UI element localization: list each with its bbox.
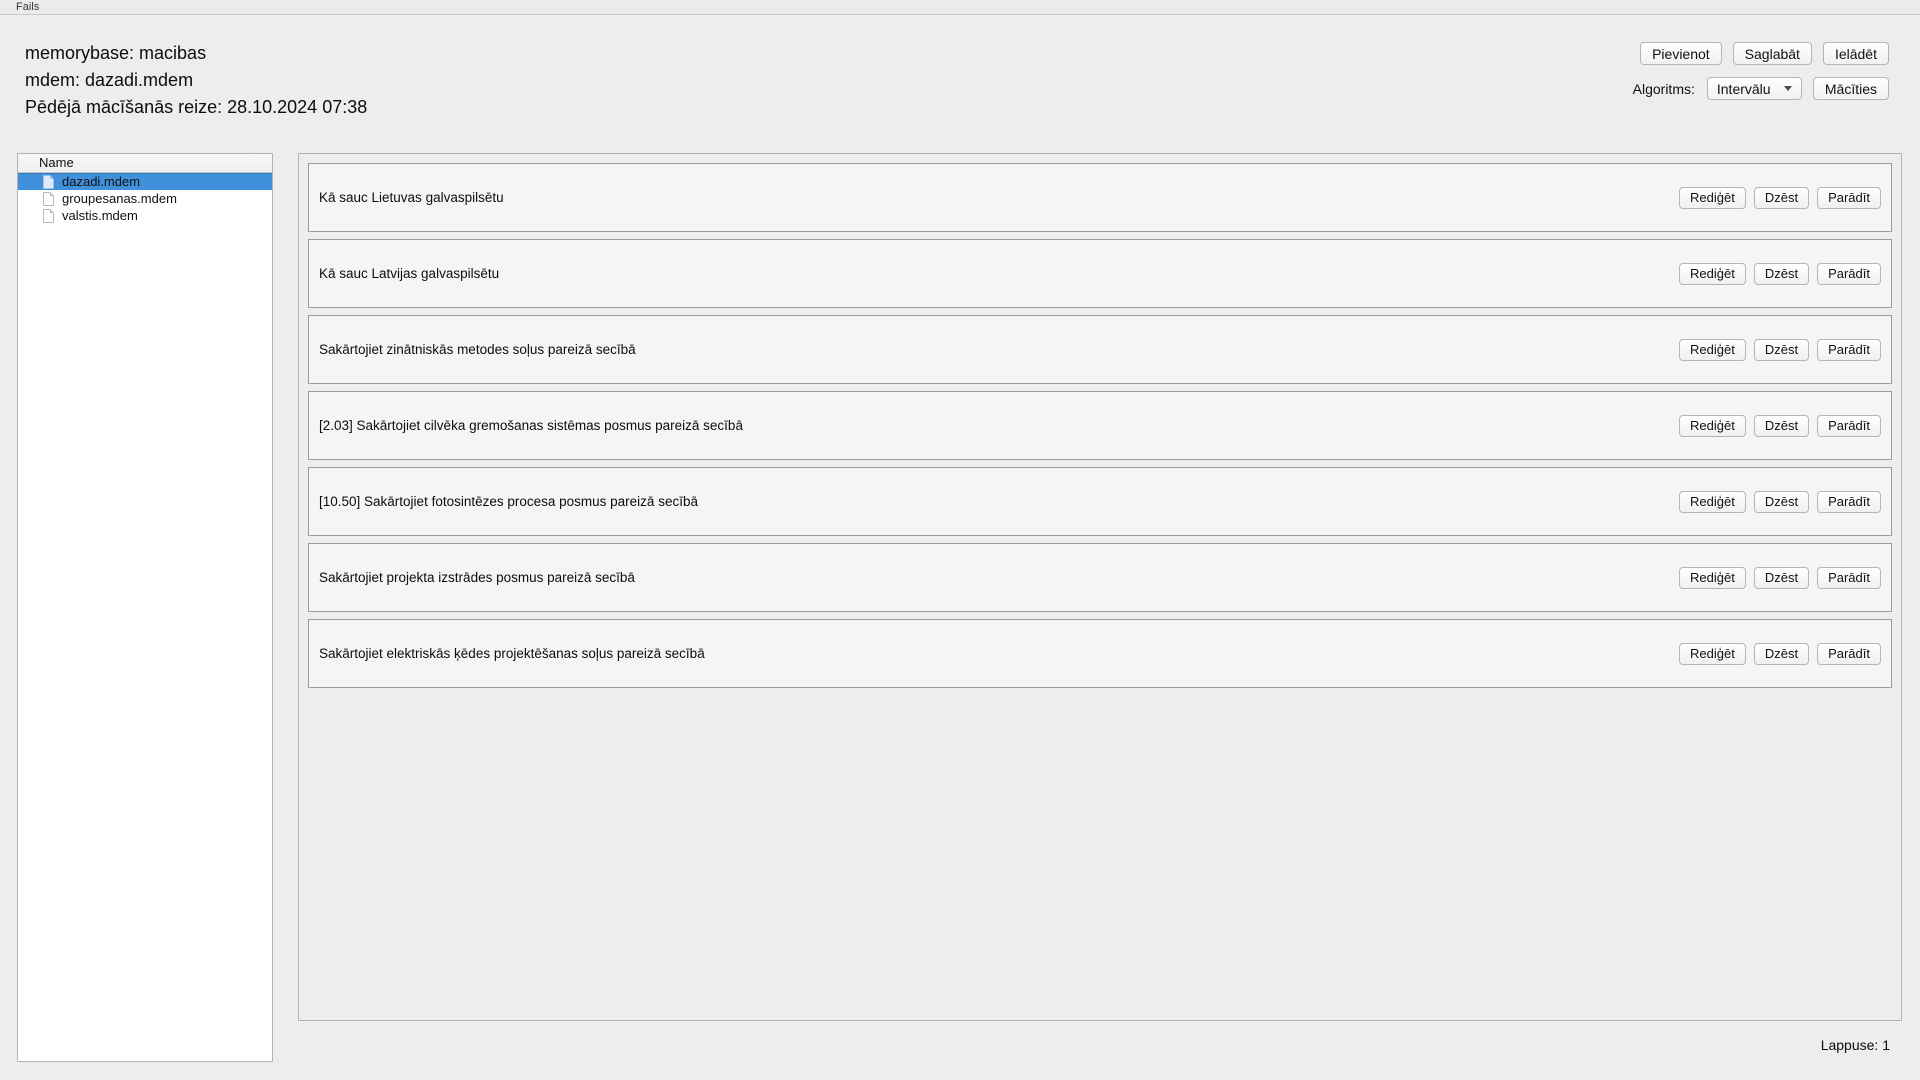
edit-button[interactable]: Rediģēt [1679,415,1746,437]
algorithm-select[interactable] [1707,77,1802,100]
menu-bar [0,0,1920,15]
question-text: [10.50] Sakārtojiet fotosintēzes procesa posmus pareizā secībā [319,494,698,509]
add-button[interactable]: Pievienot [1640,42,1722,65]
edit-button[interactable]: Rediģēt [1679,491,1746,513]
question-text: Sakārtojiet elektriskās ķēdes projektēšanas soļus pareizā secībā [319,646,705,661]
edit-button[interactable]: Rediģēt [1679,339,1746,361]
last-learning-label: Pēdējā mācīšanās reize: 28.10.2024 07:38 [25,97,368,117]
toolbar-row-actions [1640,42,1889,65]
algorithm-label: Algoritms: [1632,80,1695,97]
delete-button[interactable]: Dzēst [1754,339,1809,361]
question-card [308,163,1892,232]
header-info [25,40,367,121]
file-list-item[interactable] [18,173,272,190]
delete-button[interactable]: Dzēst [1754,567,1809,589]
delete-button[interactable]: Dzēst [1754,415,1809,437]
question-card [308,543,1892,612]
document-icon [43,209,54,223]
algorithm-selected-value: Intervālu [1716,80,1771,97]
question-text: Sakārtojiet projekta izstrādes posmus pareizā secībā [319,570,635,585]
show-button[interactable]: Parādīt [1817,567,1881,589]
toolbar-row-algorithm [1633,77,1889,100]
question-card [308,239,1892,308]
page-indicator: Lappuse: 1 [1820,1037,1890,1053]
file-name-label: valstis.mdem [62,208,138,223]
edit-button[interactable]: Rediģēt [1679,643,1746,665]
question-card-actions [1679,567,1881,589]
edit-button[interactable]: Rediģēt [1679,263,1746,285]
memorybase-label: memorybase: macibas [25,43,207,63]
question-card-actions [1679,339,1881,361]
show-button[interactable]: Parādīt [1817,263,1881,285]
toolbar [1633,42,1889,100]
question-card [308,315,1892,384]
question-card-actions [1679,263,1881,285]
file-list-item[interactable] [18,207,272,224]
question-card-actions [1679,187,1881,209]
document-icon [43,192,54,206]
show-button[interactable]: Parādīt [1817,187,1881,209]
delete-button[interactable]: Dzēst [1754,263,1809,285]
load-button[interactable]: Ielādēt [1823,42,1889,65]
question-text: Kā sauc Latvijas galvaspilsētu [319,266,500,281]
question-card-actions [1679,491,1881,513]
save-button[interactable]: Saglabāt [1733,42,1812,65]
show-button[interactable]: Parādīt [1817,339,1881,361]
file-list-item[interactable] [18,190,272,207]
file-list-panel [17,153,273,1062]
question-text: [2.03] Sakārtojiet cilvēka gremošanas sistēmas posmus pareizā secībā [319,418,743,433]
delete-button[interactable]: Dzēst [1754,187,1809,209]
question-card [308,391,1892,460]
edit-button[interactable]: Rediģēt [1679,567,1746,589]
question-text: Sakārtojiet zinātniskās metodes soļus pareizā secībā [319,342,636,357]
questions-panel [298,153,1902,1021]
file-list-column-header: Name [18,154,272,173]
document-icon [43,175,54,189]
learn-button[interactable]: Mācīties [1813,77,1889,100]
mdem-label: mdem: dazadi.mdem [25,70,194,90]
edit-button[interactable]: Rediģēt [1679,187,1746,209]
file-name-label: dazadi.mdem [62,174,141,189]
question-card-actions [1679,643,1881,665]
delete-button[interactable]: Dzēst [1754,491,1809,513]
menu-item-fails[interactable]: Fails [16,1,40,13]
show-button[interactable]: Parādīt [1817,415,1881,437]
show-button[interactable]: Parādīt [1817,643,1881,665]
question-card-actions [1679,415,1881,437]
question-text: Kā sauc Lietuvas galvaspilsētu [319,190,504,205]
question-card [308,467,1892,536]
delete-button[interactable]: Dzēst [1754,643,1809,665]
question-card [308,619,1892,688]
show-button[interactable]: Parādīt [1817,491,1881,513]
chevron-down-icon [1784,86,1792,91]
file-name-label: groupesanas.mdem [62,191,177,206]
